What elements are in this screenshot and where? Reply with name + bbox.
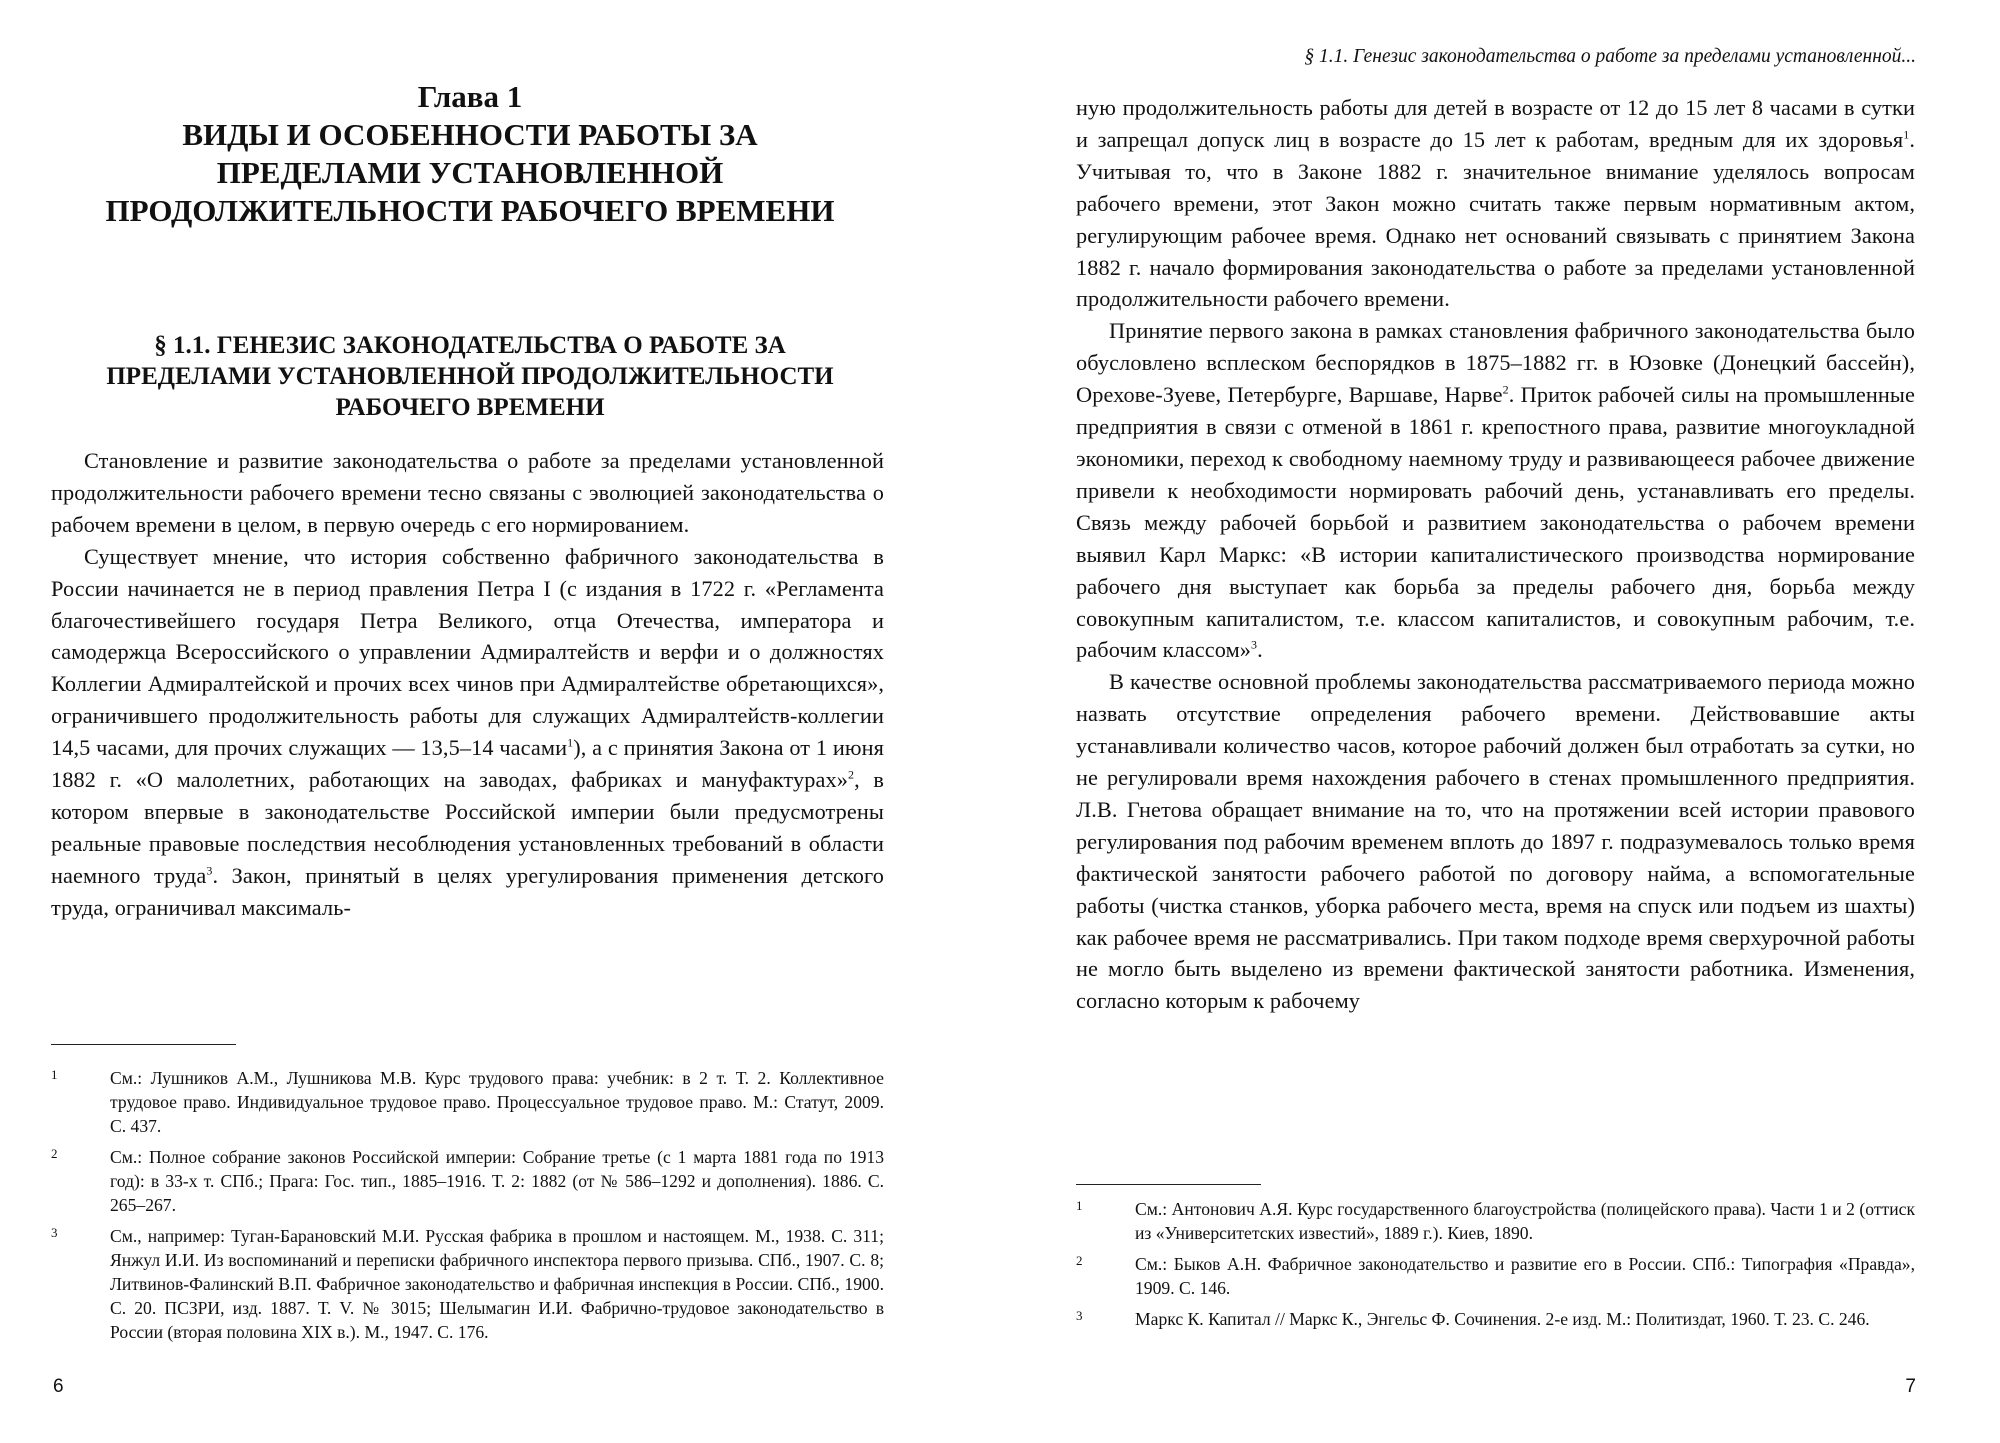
paragraph: ную продолжительность работы для детей в возрасте от 12 до 15 лет 8 часами в сутки и запрещал допуск лиц в возрасте до 15 лет к работам, вредным для их здоровья$^1$. Учитывая то, что в Законе 1882 г. значительное внимание уделялось вопросам рабочего времени, этот Закон можно считать также первым нормативным актом, регулирующим рабочее время. Однако нет оснований связывать с принятием Закона 1882 г. начало формирования законодательства о работе за пределами установленной продолжительности рабочего времени.	[1076, 95, 1915, 312]
footnote-ref[interactable]: 1	[567, 735, 574, 750]
footnote-text: Маркс К. Капитал // Маркс К., Энгельс Ф. Сочинения. 2-е изд. М.: Политиздат, 1960. Т. 23. С. 246.	[1135, 1309, 1870, 1329]
footnote-separator	[1076, 1184, 1261, 1185]
footnote	[1076, 1252, 1915, 1300]
footnote-ref[interactable]: 2	[1502, 382, 1509, 397]
running-head: § 1.1. Генезис законодательства о работе за пределами установленной...	[1304, 46, 1916, 67]
footnote-text: См., например: Туган-Барановский М.И. Русская фабрика в прошлом и настоящем. М., 1938. С. 311; Янжул И.И. Из воспоминаний и переписки фабричного инспектора первого призыва. СПб., 1907. С. 8; Литвинов-Фалинский В.П. Фабричное законодательство и фабричная инспекция в России. СПб., 1900. С. 20. ПСЗРИ, изд. 1887. Т. V. № 3015; Шелымагин И.И. Фабрично-трудовое законодательство в России (вторая половина XIX в.). М., 1947. С. 176.	[110, 1226, 884, 1342]
footnote-mark: 2	[1076, 1253, 1083, 1268]
footnote-ref[interactable]: 3	[206, 863, 213, 878]
page-number: 7	[1905, 1376, 1916, 1397]
footnote	[51, 1066, 884, 1138]
footnote-text: См.: Лушников А.М., Лушникова М.В. Курс трудового права: учебник: в 2 т. Т. 2. Коллективное трудовое право. Индивидуальное трудовое право. Процессуальное трудовое право. М.: Статут, 2009. С. 437.	[110, 1068, 884, 1136]
right-body-text	[1076, 92, 1915, 1017]
page-number: 6	[53, 1376, 64, 1397]
paragraph: Существует мнение, что история собственно фабричного законодательства в России начинается не в период правления Петра I (с издания в 1722 г. «Регламента благочестивейшего государя Петра Великого, отца Отечества, императора и самодержца Всероссийского о управлении Адмиралтейств и верфи и о должностях Коллегии Адмиралтейской и прочих всех чинов при Адмиралтействе обретающихся», ограничившего продолжительность работы для служащих Адмиралтейств-коллегии 14,5 часами, для прочих служащих — 13,5–14 часами$^1$), а с принятия Закона от 1 июня 1882 г. «О малолетних, работающих на заводах, фабриках и мануфактурах»$^2$, в котором впервые в законодательстве Российской империи были предусмотрены реальные правовые последствия несоблюдения установленных требований в области наемного труда$^3$. Закон, принятый в целях урегулирования применения детского труда, ограничивал максималь-	[51, 543, 884, 920]
paragraph: Принятие первого закона в рамках становления фабричного законодательства было обусловлено всплеском беспорядков в 1875–1882 гг. в Юзовке (Донецкий бассейн), Орехове-Зуеве, Петербурге, Варшаве, Нарве$^2$. Приток рабочей силы на промышленные предприятия в связи с отменой в 1861 г. крепостного права, развитие многоукладной экономики, переход к свободному наемному труду и развивающееся рабочее движение привели к необходимости нормировать рабочий день, устанавливать его пределы. Связь между рабочей борьбой и развитием законодательства о рабочем времени выявил Карл Маркс: «В истории капиталистического производства нормирование рабочего дня выступает как борьба за пределы рабочего дня, борьба между совокупным капиталистом, т.е. классом капиталистов, и совокупным рабочим, т.е. рабочим классом»$^3$.	[1076, 318, 1915, 663]
footnote-separator	[51, 1044, 236, 1045]
paragraph: В качестве основной проблемы законодательства рассматриваемого периода можно назвать отсутствие определения рабочего времени. Действовавшие акты устанавливали количество часов, которое рабочий должен был отработать за сутки, но не регулировали время нахождения рабочего в стенах промышленного предприятия. Л.В. Гнетова обращает внимание на то, что на протяжении всей истории правового регулирования под рабочим временем вплоть до 1897 г. подразумевалось только время фактической занятости рабочего работой по договору найма, а вспомогательные работы (чистка станков, уборка рабочего места, время на спуск или подъем из шахты) как рабочее время не рассматривались. При таком подходе время сверхурочной работы не могло быть выделено из времени фактической занятости работника. Изменения, согласно которым к рабочему	[1076, 669, 1915, 1014]
footnote-ref[interactable]: 2	[847, 767, 855, 782]
footnote	[1076, 1197, 1915, 1245]
right-footnotes	[1076, 1197, 1915, 1338]
footnote-mark: 1	[51, 1067, 58, 1082]
section-title: § 1.1. ГЕНЕЗИС ЗАКОНОДАТЕЛЬСТВА О РАБОТЕ ЗА ПРЕДЕЛАМИ УСТАНОВЛЕННОЙ ПРОДОЛЖИТЕЛЬНОСТИ РАБОЧЕГО ВРЕМЕНИ	[106, 332, 834, 421]
footnote-ref[interactable]: 3	[1251, 637, 1258, 652]
chapter-title: ВИДЫ И ОСОБЕННОСТИ РАБОТЫ ЗА ПРЕДЕЛАМИ УСТАНОВЛЕННОЙ ПРОДОЛЖИТЕЛЬНОСТИ РАБОЧЕГО ВРЕМЕНИ	[105, 117, 835, 228]
footnote-mark: 2	[51, 1146, 58, 1161]
footnote-mark: 1	[1076, 1198, 1083, 1213]
paragraph: Становление и развитие законодательства о работе за пределами установленной продолжительности рабочего времени тесно связаны с эволюцией законодательства о рабочем времени в целом, в первую очередь с его нормированием.	[51, 448, 884, 537]
footnote-text: См.: Полное собрание законов Российской империи: Собрание третье (с 1 марта 1881 года по 1913 год): в 33-х т. СПб.; Прага: Гос. тип., 1885–1916. Т. 2: 1882 (от № 586–1292 и дополнения). 1886. С. 265–267.	[110, 1147, 884, 1215]
footnote-mark: 3	[51, 1225, 58, 1240]
footnote-text: См.: Антонович А.Я. Курс государственного благоустройства (полицейского права). Части 1 и 2 (оттиск из «Университетских известий», 1889 г.). Киев, 1890.	[1135, 1199, 1915, 1243]
footnote	[51, 1145, 884, 1217]
footnote-ref[interactable]: 1	[1903, 127, 1910, 142]
chapter-heading	[80, 78, 860, 230]
left-footnotes	[51, 1066, 884, 1351]
footnote-mark: 3	[1076, 1308, 1083, 1323]
footnote	[1076, 1307, 1915, 1331]
chapter-number: Глава 1	[417, 79, 523, 114]
footnote-text: См.: Быков А.Н. Фабричное законодательство и развитие его в России. СПб.: Типография «Правда», 1909. С. 146.	[1135, 1254, 1915, 1298]
left-body-text	[51, 445, 884, 924]
footnote	[51, 1224, 884, 1344]
